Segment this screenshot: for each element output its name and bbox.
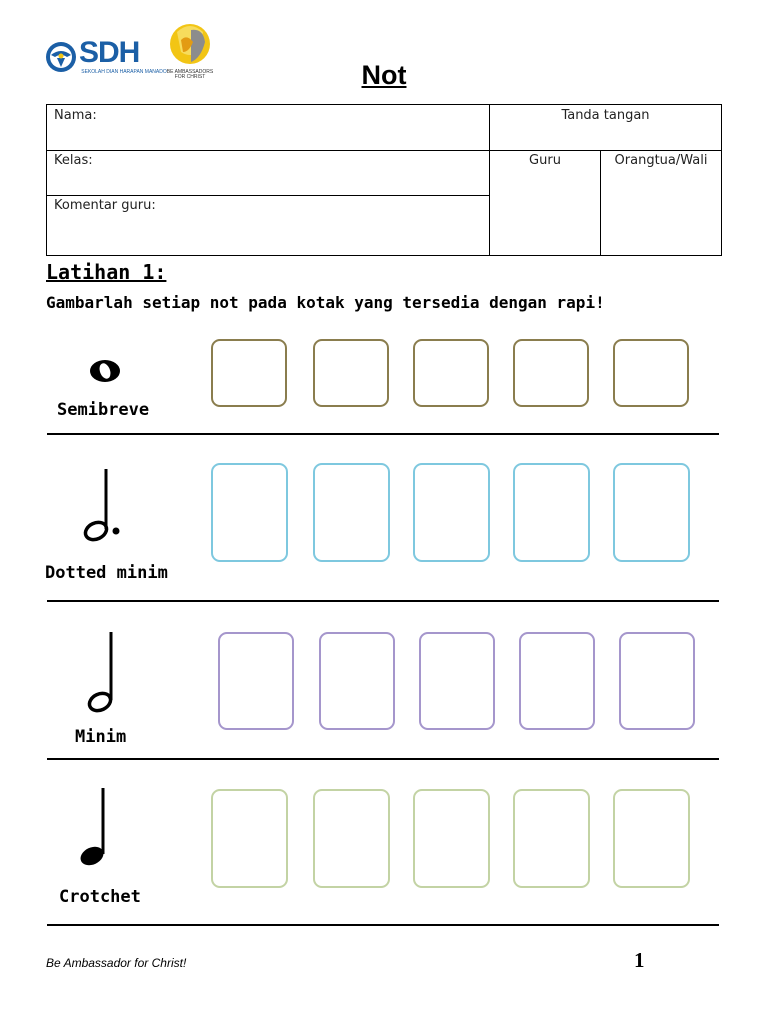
row-label-minim: Minim	[75, 727, 127, 747]
drawing-box[interactable]	[313, 463, 390, 562]
drawing-box[interactable]	[313, 789, 390, 888]
teacher-comment-field[interactable]: Komentar guru:	[54, 198, 156, 213]
drawing-box[interactable]	[419, 632, 495, 730]
drawing-box[interactable]	[413, 339, 489, 407]
drawing-box[interactable]	[211, 339, 287, 407]
row-divider	[47, 924, 719, 926]
drawing-box[interactable]	[319, 632, 395, 730]
drawing-box[interactable]	[613, 789, 690, 888]
student-info-table	[46, 104, 722, 256]
exercise-heading: Latihan 1:	[46, 260, 167, 284]
sdh-wordmark: SDH	[79, 36, 140, 69]
signature-header: Tanda tangan	[561, 108, 650, 123]
minim-icon	[84, 630, 124, 718]
footer-motto: Be Ambassador for Christ!	[46, 956, 187, 970]
drawing-box[interactable]	[313, 339, 389, 407]
baf-subtitle: BE AMBASSADORS FOR CHRIST	[166, 69, 214, 80]
drawing-box[interactable]	[513, 463, 590, 562]
drawing-box[interactable]	[413, 789, 490, 888]
row-divider	[47, 433, 719, 435]
exercise-instruction: Gambarlah setiap not pada kotak yang tersedia dengan rapi!	[46, 293, 605, 312]
drawing-box[interactable]	[413, 463, 490, 562]
semibreve-icon	[87, 358, 123, 388]
drawing-box[interactable]	[218, 632, 294, 730]
drawing-box[interactable]	[619, 632, 695, 730]
sdh-subtitle: SEKOLAH DIAN HARAPAN MANADO	[81, 69, 167, 75]
drawing-box[interactable]	[613, 339, 689, 407]
row-divider	[47, 758, 719, 760]
drawing-box[interactable]	[211, 789, 288, 888]
class-field[interactable]: Kelas:	[54, 153, 93, 168]
page-title: Not	[361, 60, 407, 90]
row-label-semibreve: Semibreve	[57, 400, 150, 420]
crotchet-icon	[76, 786, 116, 872]
row-label-crotchet: Crotchet	[59, 887, 141, 907]
drawing-box[interactable]	[513, 339, 589, 407]
drawing-box[interactable]	[613, 463, 690, 562]
row-divider	[47, 600, 719, 602]
teacher-signature-field[interactable]: Guru	[529, 153, 561, 168]
parent-signature-field[interactable]: Orangtua/Wali	[614, 153, 708, 168]
page-number: 1	[634, 948, 645, 972]
drawing-box[interactable]	[519, 632, 595, 730]
dotted-minim-icon	[80, 465, 126, 549]
drawing-box[interactable]	[513, 789, 590, 888]
name-field[interactable]: Nama:	[54, 108, 97, 123]
row-label-dotted-minim: Dotted minim	[45, 563, 168, 583]
drawing-box[interactable]	[211, 463, 288, 562]
